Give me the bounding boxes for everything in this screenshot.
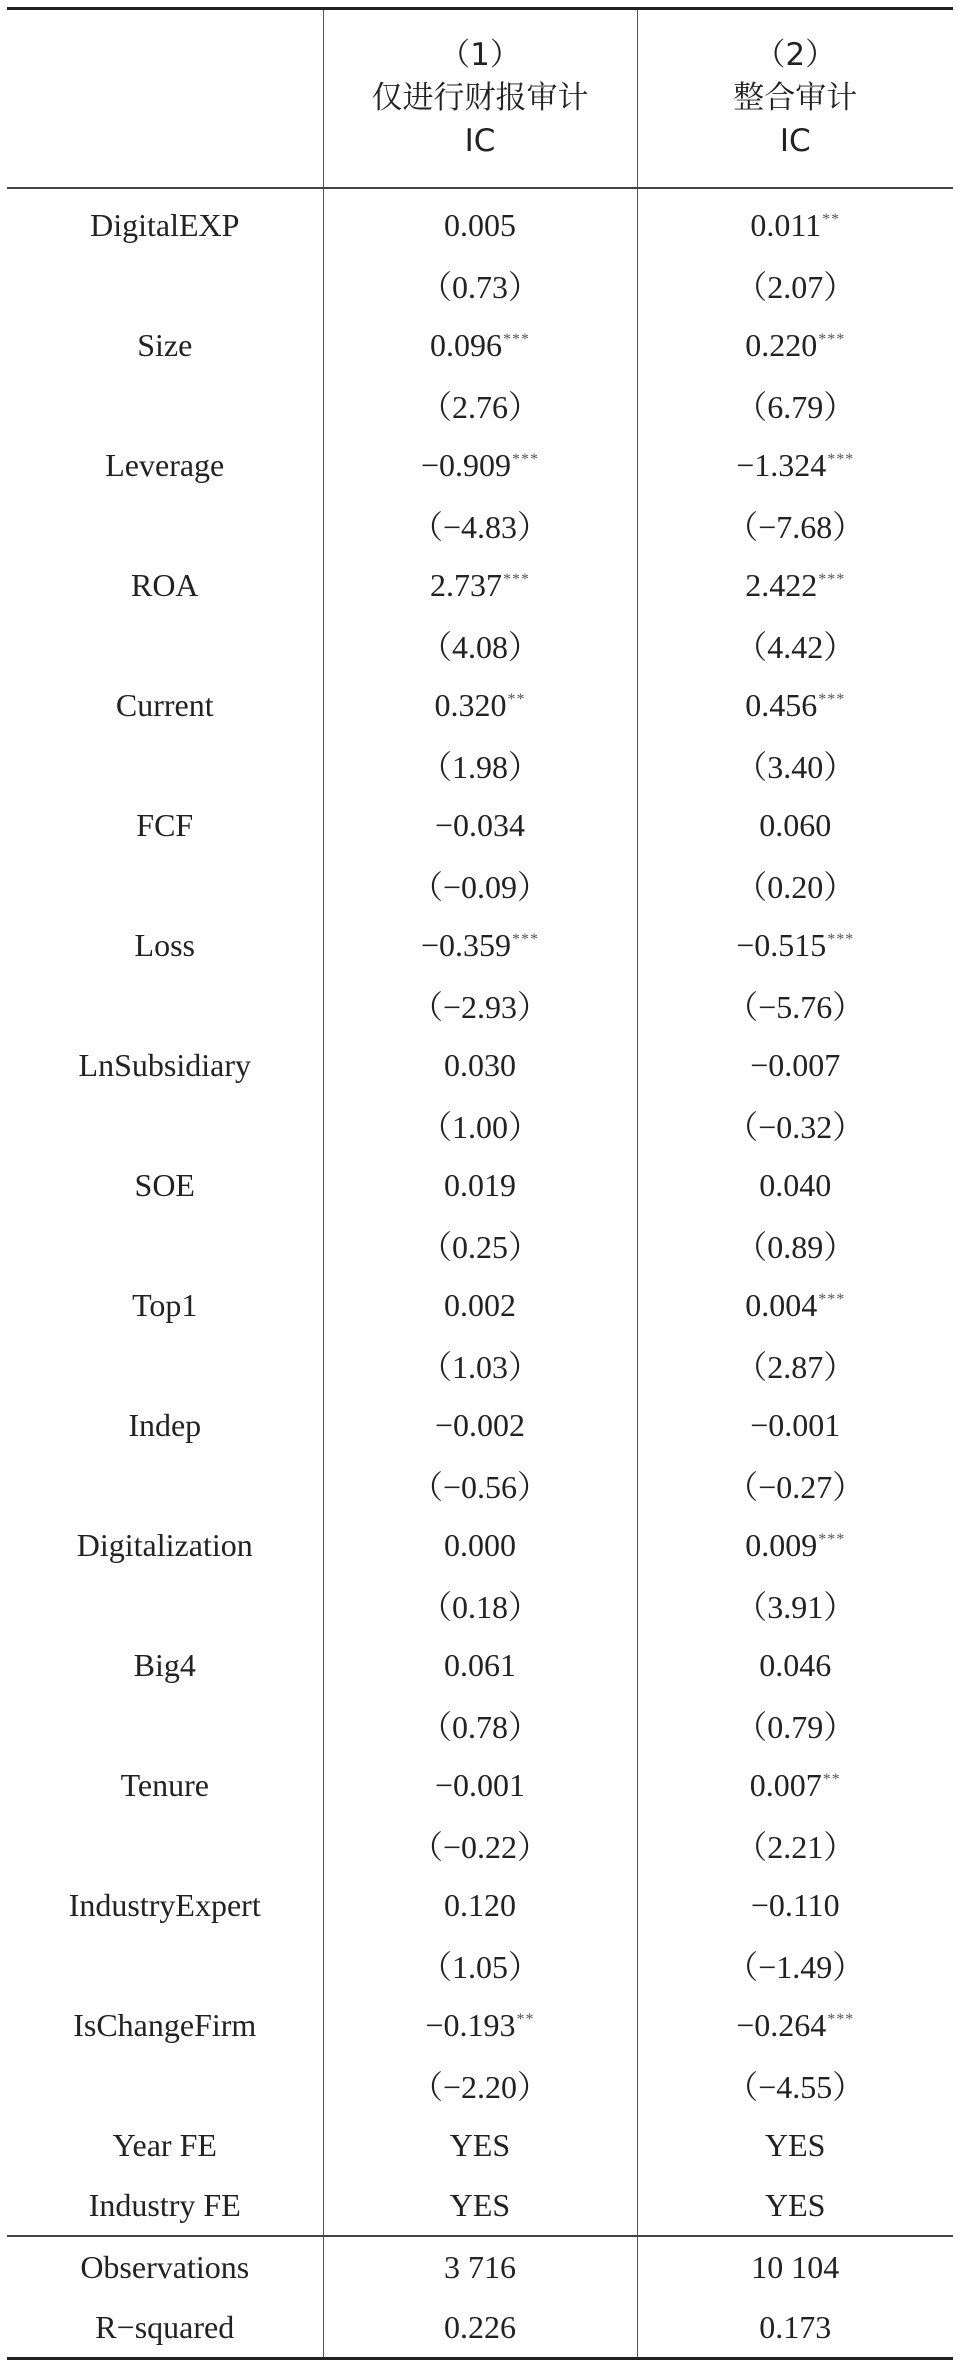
column-1-cell [323, 1695, 637, 1755]
coefficient-row [7, 1155, 953, 1215]
column-2-cell-value: （2.87） [735, 1349, 856, 1385]
column-1-cell [323, 1995, 637, 2055]
coefficient-row [7, 2115, 953, 2175]
column-2-cell-value: （−0.32） [726, 1109, 865, 1145]
column-2-cell [637, 1815, 953, 1875]
column-1-cell-value: （4.08） [419, 629, 540, 665]
coefficient-row [7, 915, 953, 975]
column-2-cell [637, 555, 953, 615]
row-label: DigitalEXP [90, 206, 240, 243]
column-1-cell [323, 1395, 637, 1455]
row-label [7, 2055, 323, 2115]
column-1-cell-value: 0.002 [444, 1286, 516, 1323]
column-1-cell-value: YES [449, 2126, 511, 2163]
column-1-cell-value: YES [449, 2186, 511, 2223]
column-2-cell [637, 1095, 953, 1155]
column-2-cell [637, 1335, 953, 1395]
column-1-cell [323, 2236, 637, 2297]
row-label [7, 1815, 323, 1875]
row-label: Tenure [120, 1766, 209, 1803]
column-1-cell-value: （0.73） [419, 269, 540, 305]
significance-stars: ** [822, 1770, 841, 1788]
column-2-cell [637, 1395, 953, 1455]
column-2-cell-value: 0.173 [759, 2308, 832, 2345]
column-1-number: （1） [439, 37, 521, 73]
column-1-cell [323, 1155, 637, 1215]
row-label: Digitalization [76, 1526, 253, 1563]
column-1-cell [323, 188, 637, 255]
column-2-cell-value: （−4.55） [726, 2069, 865, 2105]
column-1-cell [323, 1335, 637, 1395]
t-stat-row [7, 1095, 953, 1155]
column-1-cell-value: −0.034 [434, 806, 526, 843]
coefficient-row [7, 1635, 953, 1695]
column-2-cell [637, 975, 953, 1035]
coefficient-row [7, 435, 953, 495]
column-2-cell-value: 0.220 [745, 326, 818, 363]
significance-stars: *** [503, 570, 530, 588]
column-2-cell [637, 1935, 953, 1995]
t-stat-row [7, 1335, 953, 1395]
column-2-cell-value: （6.79） [735, 389, 856, 425]
column-2-cell [637, 2055, 953, 2115]
column-1-cell [323, 975, 637, 1035]
column-1-cell-value: 0.320 [434, 686, 507, 723]
coefficient-row [7, 188, 953, 255]
column-2-cell [637, 1755, 953, 1815]
column-1-cell-value: （1.98） [419, 749, 540, 785]
column-1-cell-value: （−0.09） [410, 869, 550, 905]
row-label: Size [137, 326, 193, 363]
coefficient-row [7, 675, 953, 735]
coefficient-row [7, 555, 953, 615]
column-1-cell-value: −0.001 [434, 1766, 526, 1803]
column-1-cell [323, 1455, 637, 1515]
coefficient-row [7, 1755, 953, 1815]
column-2-cell [637, 255, 953, 315]
column-2-cell [637, 2236, 953, 2297]
column-2-cell-value: （−7.68） [726, 509, 865, 545]
column-1-cell-value: （1.03） [419, 1349, 540, 1385]
column-2-cell [637, 1275, 953, 1335]
t-stat-row [7, 1575, 953, 1635]
row-label: Year FE [112, 2126, 217, 2163]
column-1-cell [323, 1875, 637, 1935]
column-1-cell [323, 2115, 637, 2175]
coefficient-row [7, 1395, 953, 1455]
column-2-cell [637, 1575, 953, 1635]
column-1-cell [323, 375, 637, 435]
column-2-cell [637, 375, 953, 435]
significance-stars: ** [516, 2010, 535, 2028]
row-label: LnSubsidiary [78, 1046, 251, 1083]
column-1-cell [323, 1755, 637, 1815]
column-1-cell [323, 1035, 637, 1095]
column-2-cell [637, 675, 953, 735]
row-label [7, 735, 323, 795]
coefficient-row [7, 2175, 953, 2236]
column-2-cell-value: （−0.27） [726, 1469, 865, 1505]
row-label [7, 1335, 323, 1395]
t-stat-row [7, 2055, 953, 2115]
column-2-cell-value: −0.110 [750, 1886, 840, 1923]
column-2-cell-value: −1.324 [736, 446, 827, 483]
row-label [7, 1455, 323, 1515]
significance-stars: ** [822, 210, 841, 228]
row-label: Big4 [133, 1646, 196, 1683]
column-2-cell-value: （−1.49） [726, 1949, 865, 1985]
column-1-cell-value: （1.05） [419, 1949, 540, 1985]
coefficient-row [7, 795, 953, 855]
column-2-cell-value: 0.009 [745, 1526, 818, 1563]
row-label [7, 375, 323, 435]
column-2-cell [637, 1995, 953, 2055]
column-2-cell-value: （−5.76） [726, 989, 865, 1025]
column-2-cell-value: 0.040 [759, 1166, 832, 1203]
column-1-cell-value: 0.061 [444, 1646, 516, 1683]
t-stat-row [7, 615, 953, 675]
column-1-cell [323, 1935, 637, 1995]
column-1-cell-value: （0.18） [419, 1589, 540, 1625]
column-1-cell-value: 2.737 [430, 566, 502, 603]
coefficient-row [7, 1275, 953, 1335]
row-label [7, 1575, 323, 1635]
row-label: Industry FE [88, 2186, 241, 2223]
column-1-cell-value: −0.002 [434, 1406, 526, 1443]
column-1-cell-value: （−4.83） [410, 509, 550, 545]
row-label: SOE [134, 1166, 195, 1203]
column-1-cell [323, 435, 637, 495]
row-label: IndustryExpert [68, 1886, 261, 1923]
column-2-cell [637, 1635, 953, 1695]
column-2-cell-value: YES [765, 2186, 826, 2223]
column-2-cell-value: 0.046 [759, 1646, 832, 1683]
column-2-cell-value: 0.007 [749, 1766, 822, 1803]
column-2-cell [637, 915, 953, 975]
column-1-cell-value: 0.096 [430, 326, 502, 363]
coefficient-row [7, 1035, 953, 1095]
significance-stars: *** [818, 330, 846, 348]
row-label [7, 975, 323, 1035]
column-1-cell [323, 2297, 637, 2359]
column-1-cell [323, 675, 637, 735]
column-1-cell-value: （−2.20） [410, 2069, 550, 2105]
column-2-cell-value: （4.42） [735, 629, 856, 665]
column-2-cell-value: 0.456 [745, 686, 818, 723]
column-2-cell-value: 2.422 [745, 566, 818, 603]
significance-stars: *** [503, 330, 530, 348]
row-label [7, 1215, 323, 1275]
row-label: FCF [136, 806, 194, 843]
column-1-cell-value: 0.005 [444, 206, 516, 243]
column-1-cell [323, 615, 637, 675]
column-2-cell-value: （3.91） [735, 1589, 856, 1625]
significance-stars: *** [512, 930, 540, 948]
row-label [7, 255, 323, 315]
column-2-cell [637, 315, 953, 375]
column-2-cell-value: （2.07） [735, 269, 856, 305]
header-column-1 [323, 9, 637, 189]
column-1-cell [323, 495, 637, 555]
column-1-cell [323, 1515, 637, 1575]
column-1-cell-value: （0.25） [419, 1229, 540, 1265]
table-body [7, 188, 953, 2359]
row-label: Current [115, 686, 214, 723]
coefficient-row [7, 1515, 953, 1575]
column-2-number: （2） [754, 37, 837, 73]
column-2-cell-value: （0.20） [735, 869, 856, 905]
column-1-cell [323, 1215, 637, 1275]
t-stat-row [7, 975, 953, 1035]
row-label: Top1 [132, 1286, 198, 1323]
significance-stars: *** [827, 450, 855, 468]
column-2-cell [637, 1455, 953, 1515]
column-1-cell-value: （−0.22） [410, 1829, 550, 1865]
significance-stars: *** [827, 930, 855, 948]
t-stat-row [7, 1695, 953, 1755]
row-label [7, 615, 323, 675]
column-2-cell [637, 2115, 953, 2175]
row-label: Observations [7, 2236, 323, 2297]
regression-table [7, 7, 953, 2360]
column-2-cell-value: （0.89） [735, 1229, 856, 1265]
row-label [7, 495, 323, 555]
column-2-cell [637, 1875, 953, 1935]
column-2-cell-value: （3.40） [735, 749, 856, 785]
column-1-cell [323, 1575, 637, 1635]
column-2-cell [637, 855, 953, 915]
column-2-cell-value: （0.79） [735, 1709, 856, 1745]
column-1-cell-value: −0.359 [420, 926, 512, 963]
column-2-cell [637, 2175, 953, 2236]
column-1-cell [323, 2175, 637, 2236]
column-1-cell [323, 1815, 637, 1875]
column-2-cell-value: −0.007 [750, 1046, 841, 1083]
column-2-cell-value: −0.001 [750, 1406, 841, 1443]
column-1-cell [323, 1095, 637, 1155]
column-1-cell [323, 915, 637, 975]
column-2-cell [637, 735, 953, 795]
row-label: Indep [128, 1406, 202, 1443]
column-1-cell [323, 255, 637, 315]
column-2-cell [637, 1515, 953, 1575]
column-1-cell-value: −0.909 [420, 446, 512, 483]
row-label [7, 1095, 323, 1155]
significance-stars: *** [818, 690, 846, 708]
column-1-cell-value: 3 716 [444, 2248, 516, 2285]
column-2-cell-value: −0.264 [736, 2006, 827, 2043]
coefficient-row [7, 1995, 953, 2055]
column-1-cell [323, 795, 637, 855]
column-2-cell-value: （2.21） [735, 1829, 856, 1865]
summary-row [7, 2236, 953, 2297]
t-stat-row [7, 1215, 953, 1275]
column-2-cell-value: YES [765, 2126, 826, 2163]
column-1-cell [323, 555, 637, 615]
column-1-cell-value: 0.226 [444, 2308, 516, 2345]
column-1-cell-value: 0.019 [444, 1166, 516, 1203]
column-2-cell [637, 495, 953, 555]
column-2-cell [637, 795, 953, 855]
significance-stars: *** [827, 2010, 855, 2028]
column-1-cell-value: （0.78） [419, 1709, 540, 1745]
column-2-cell [637, 615, 953, 675]
column-1-title: 仅进行财报审计 [371, 80, 589, 116]
column-1-cell-value: 0.030 [444, 1046, 516, 1083]
column-1-cell [323, 735, 637, 795]
significance-stars: *** [512, 450, 540, 468]
column-2-cell-value: 10 104 [751, 2248, 840, 2285]
column-2-cell [637, 1695, 953, 1755]
column-2-dependent-variable: IC [779, 123, 811, 159]
column-1-dependent-variable: IC [464, 123, 496, 159]
significance-stars: ** [507, 690, 526, 708]
column-1-cell-value: 0.120 [444, 1886, 516, 1923]
column-1-cell-value: （1.00） [419, 1109, 540, 1145]
significance-stars: *** [818, 1530, 846, 1548]
column-1-cell-value: −0.193 [425, 2006, 516, 2043]
row-label [7, 855, 323, 915]
t-stat-row [7, 1935, 953, 1995]
column-2-title: 整合审计 [733, 80, 858, 116]
column-2-cell-value: 0.060 [759, 806, 832, 843]
header-corner-cell [7, 9, 323, 189]
column-1-cell [323, 315, 637, 375]
summary-row [7, 2297, 953, 2359]
t-stat-row [7, 1455, 953, 1515]
column-2-cell [637, 1155, 953, 1215]
table-header-row [7, 9, 953, 189]
column-2-cell [637, 188, 953, 255]
column-2-cell [637, 2297, 953, 2359]
column-1-cell-value: （−2.93） [410, 989, 550, 1025]
column-2-cell-value: −0.515 [736, 926, 827, 963]
column-2-cell [637, 1035, 953, 1095]
row-label: ROA [130, 566, 199, 603]
coefficient-row [7, 315, 953, 375]
column-1-cell [323, 855, 637, 915]
coefficient-row [7, 1875, 953, 1935]
column-1-cell [323, 1275, 637, 1335]
significance-stars: *** [818, 570, 846, 588]
significance-stars: *** [818, 1290, 846, 1308]
column-2-cell [637, 435, 953, 495]
header-column-2 [637, 9, 953, 189]
row-label: Loss [134, 926, 195, 963]
t-stat-row [7, 495, 953, 555]
t-stat-row [7, 375, 953, 435]
t-stat-row [7, 735, 953, 795]
column-1-cell [323, 1635, 637, 1695]
t-stat-row [7, 1815, 953, 1875]
column-1-cell-value: （−0.56） [410, 1469, 550, 1505]
column-2-cell-value: 0.004 [745, 1286, 818, 1323]
column-1-cell-value: （2.76） [419, 389, 540, 425]
t-stat-row [7, 255, 953, 315]
row-label: IsChangeFirm [73, 2006, 257, 2043]
column-1-cell [323, 2055, 637, 2115]
column-2-cell [637, 1215, 953, 1275]
column-2-cell-value: 0.011 [750, 206, 822, 243]
row-label [7, 1695, 323, 1755]
t-stat-row [7, 855, 953, 915]
column-1-cell-value: 0.000 [444, 1526, 516, 1563]
row-label [7, 1935, 323, 1995]
row-label: Leverage [105, 446, 225, 483]
row-label: R−squared [7, 2297, 323, 2359]
